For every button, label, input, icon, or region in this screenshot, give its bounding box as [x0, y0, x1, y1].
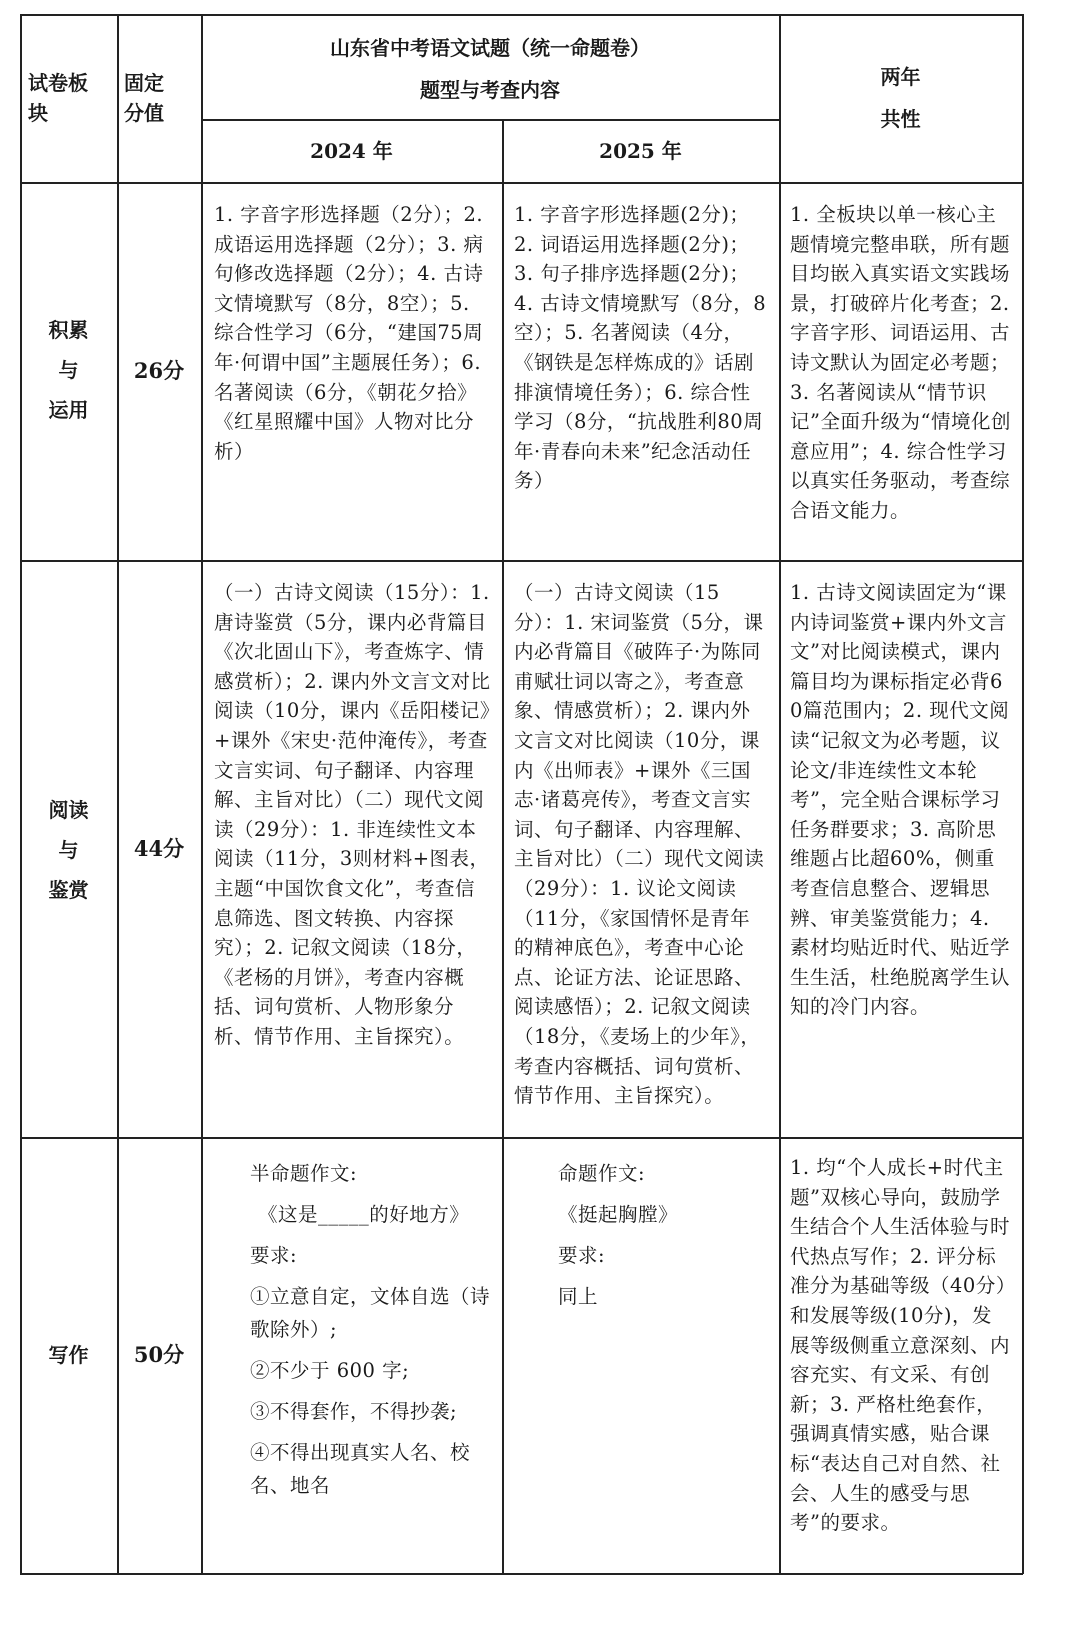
- writing-2024-req: ②不少于 600 字;: [250, 1359, 410, 1382]
- writing-2025-type: 命题作文:: [558, 1162, 646, 1185]
- row1-2024-content: 1. 字音字形选择题（2分）；2. 成语运用选择题（2分）；3. 病句修改选择题（2分）；4. 古诗文情境默写（8分，8空）；5. 综合性学习（6分，“建国75周年·何谓中国”主题展任务）；6. 名著阅读（6分，《朝花夕拾》《红星照耀中国》人物对比分析）: [214, 203, 490, 463]
- row3-2024-content: [214, 1153, 496, 1568]
- writing-2024-req: ①立意自定，文体自选（诗歌除外）;: [250, 1285, 491, 1341]
- row2-2024-content: （一）古诗文阅读（15分）：1. 唐诗鉴赏（5分，课内必背篇目《次北固山下》，考查炼字、情感赏析）；2. 课内外文言文对比阅读（10分，课内《岳阳楼记》+课外《宋史·范仲淹传》，考查文言实词、句子翻译、内容理解、主旨对比）（二）现代文阅读（29分）：1. 非连续性文本阅读（11分，3则材料+图表，主题“中国饮食文化”，考查信息筛选、图文转换、内容探究）；2. 记叙文阅读（18分，《老杨的月饼》，考查内容概括、词句赏析、人物形象分析、情节作用、主旨探究）。: [214, 581, 497, 1048]
- row1-score: [117, 182, 201, 560]
- writing-2024-title: 《这是_____的好地方》: [258, 1203, 470, 1226]
- header-year-2025: [502, 120, 779, 182]
- common-label-line1: 两年: [880, 65, 921, 89]
- writing-2024-type: 半命题作文:: [250, 1162, 358, 1185]
- writing-2025-req: 同上: [558, 1285, 599, 1308]
- row3-score-value: 50分: [133, 1342, 185, 1367]
- row2-2025-content: （一）古诗文阅读（15分）：1. 宋词鉴赏（5分，课内必背篇目《破阵子·为陈同甫赋壮词以寄之》，考查意象、情感赏析）；2. 课内外文言文对比阅读（10分，课内《出师表》+课外《三国志·诸葛亮传》，考查文言实词、句子翻译、内容理解、主旨对比）（二）现代文阅读（29分）：1. 议论文阅读（11分，《家国情怀是青年的精神底色》，考查中心论点、论证方法、论证思路、阅读感悟）；2. 记叙文阅读（18分，《麦场上的少年》，考查内容概括、词句赏析、情节作用、主旨探究）。: [514, 581, 765, 1108]
- row3-common-content: 1. 均“个人成长+时代主题”双核心导向，鼓励学生结合个人生活体验与时代热点写作；2. 评分标准分为基础等级（40分）和发展等级(10分)，发展等级侧重立意深刻、内容充实、有文采、有创新；3. 严格杜绝套作，强调真情实感，贴合课标“表达自己对自然、社会、人生的感受与思考”的要求。: [790, 1156, 1011, 1535]
- row3-2025-content: [514, 1153, 768, 1568]
- header-section-label: 试卷板块: [28, 71, 88, 125]
- row2-score: [117, 560, 201, 1137]
- table-border-bottom: [20, 1573, 1023, 1575]
- row3-section-line: 写作: [48, 1343, 89, 1367]
- row1-section-line: 运用: [48, 398, 89, 422]
- header-main-title: [201, 30, 779, 66]
- writing-2025-title: 《挺起胸膛》: [558, 1203, 679, 1226]
- row2-section-line: 与: [58, 838, 79, 862]
- common-label-line2: 共性: [880, 107, 921, 131]
- header-section: [28, 14, 110, 182]
- row3-score: [117, 1137, 201, 1573]
- col-divider-2: [201, 14, 203, 1574]
- header-common: [779, 14, 1022, 182]
- col-divider-3: [502, 119, 504, 1574]
- row2-section-line: 鉴赏: [48, 878, 89, 902]
- year-2024-label: 2024 年: [310, 139, 393, 163]
- col-divider-4: [779, 14, 781, 1574]
- writing-2024-req: ④不得出现真实人名、校名、地名: [250, 1441, 471, 1497]
- header-score: [124, 14, 196, 182]
- row1-common-content: 1. 全板块以单一核心主题情境完整串联，所有题目均嵌入真实语文实践场景，打破碎片化考查；2. 字音字形、词语运用、古诗文默认为固定必考题；3. 名著阅读从“情节识记”全面升级为“情境化创意应用”；4. 综合性学习以真实任务驱动，考查综合语文能力。: [790, 203, 1017, 522]
- header-year-2024: [201, 120, 502, 182]
- sub-title: 题型与考查内容: [420, 78, 560, 102]
- table-border-right: [1022, 14, 1024, 1574]
- row2-section: [20, 780, 117, 920]
- row2-score-value: 44分: [133, 835, 185, 861]
- header-score-label: 固定分值: [124, 71, 164, 125]
- row2-section-line: 阅读: [48, 798, 89, 822]
- row1-2025-content: 1. 字音字形选择题(2分)；2. 词语运用选择题(2分)；3. 句子排序选择题(2分)；4. 古诗文情境默写（8分，8空）；5. 名著阅读（4分，《钢铁是怎样炼成的》话剧排演情境任务）；6. 综合性学习（8分，“抗战胜利80周年·青春向未来”纪念活动任务）: [514, 203, 767, 493]
- main-title: 山东省中考语文试题（统一命题卷）: [330, 36, 650, 60]
- row1-section-line: 与: [58, 358, 79, 382]
- writing-2025-req-label: 要求:: [558, 1244, 606, 1267]
- header-sub-title: [201, 72, 779, 108]
- row2-common-content: 1. 古诗文阅读固定为“课内诗词鉴赏+课内外文言文”对比阅读模式，课内篇目均为课标指定必背60篇范围内；2. 现代文阅读“记叙文为必考题，议论文/非连续性文本轮考”，完全贴合课标学习任务群要求；3. 高阶思维题占比超60%，侧重考查信息整合、逻辑思辨、审美鉴赏能力；4. 素材均贴近时代、贴近学生生活，杜绝脱离学生认知的冷门内容。: [790, 581, 1011, 1019]
- row1-score-value: 26分: [133, 358, 185, 383]
- row1-section: [20, 290, 117, 450]
- writing-2024-req-label: 要求:: [250, 1244, 298, 1267]
- row3-section: [20, 1137, 117, 1573]
- writing-2024-req: ③不得套作，不得抄袭;: [250, 1400, 458, 1423]
- row1-section-line: 积累: [48, 318, 89, 342]
- year-2025-label: 2025 年: [599, 139, 682, 163]
